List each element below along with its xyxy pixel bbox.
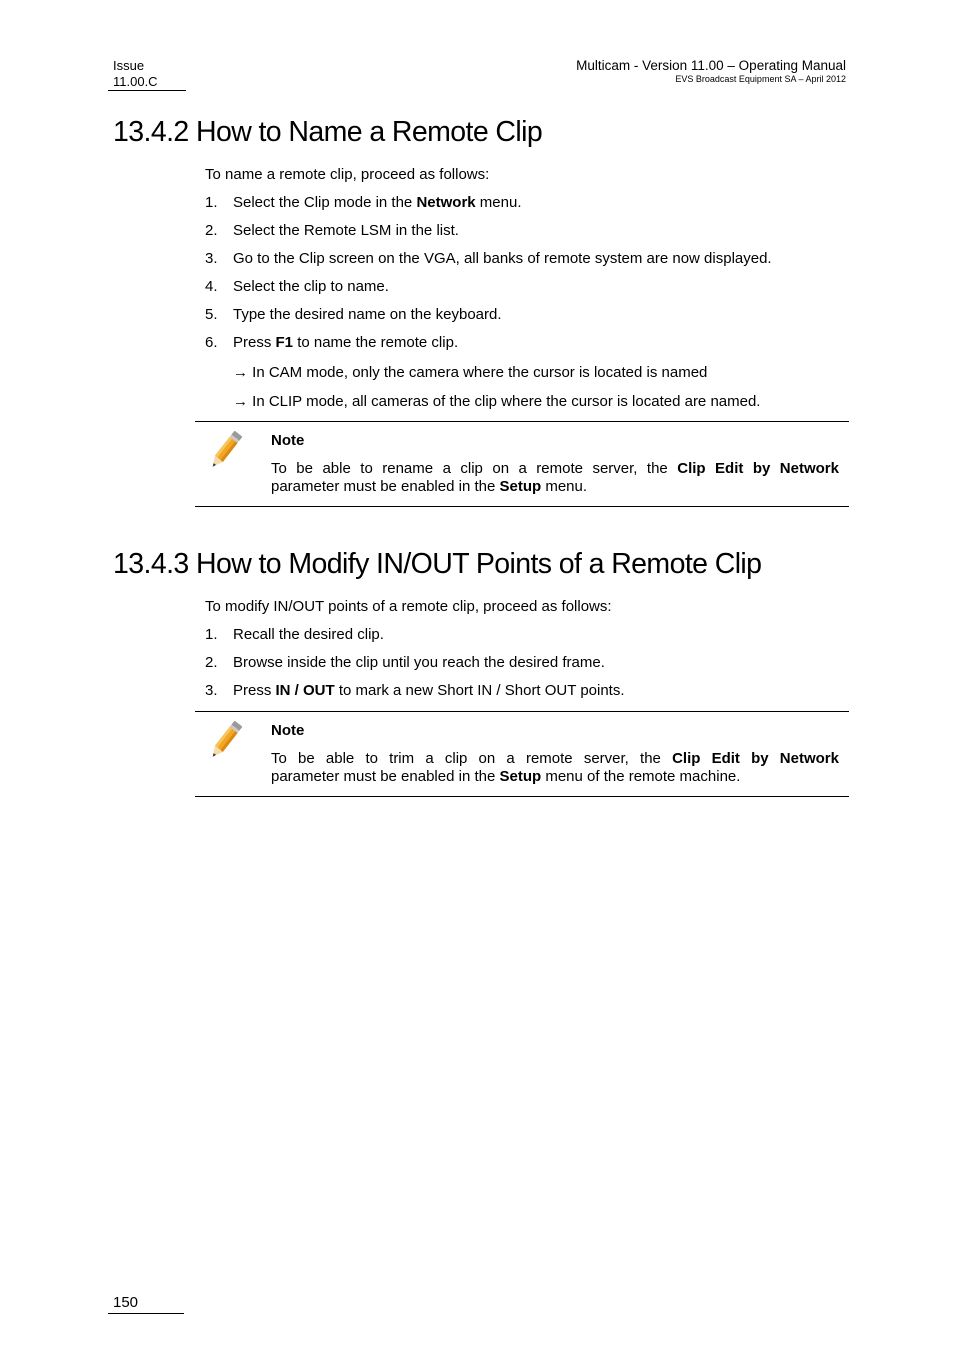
- pencil-icon: [205, 721, 245, 761]
- pencil-icon: [205, 431, 245, 471]
- note-box: [195, 711, 849, 797]
- issue-label: Issue: [113, 58, 145, 73]
- list-item: 2. Select the Remote LSM in the list.: [205, 222, 459, 239]
- note-title: Note: [271, 722, 305, 739]
- note-text: To be able to rename a clip on a remote server, the Clip Edit by Network parameter must be enabled in the Setup menu.: [271, 460, 839, 495]
- note-box: [195, 421, 849, 507]
- section-title-modify-in-out: 13.4.3 How to Modify IN/OUT Points of a Remote Clip: [113, 548, 762, 580]
- list-item: 1. Select the Clip mode in the Network menu.: [205, 194, 522, 211]
- list-item: 2. Browse inside the clip until you reach the desired frame.: [205, 654, 605, 671]
- section2-intro: To modify IN/OUT points of a remote clip, proceed as follows:: [205, 598, 612, 615]
- list-item: 4. Select the clip to name.: [205, 278, 389, 295]
- result-cam-mode: → In CAM mode, only the camera where the cursor is located is named: [233, 364, 708, 381]
- result-clip-mode: → In CLIP mode, all cameras of the clip where the cursor is located are named.: [233, 393, 761, 410]
- list-item: 3. Press IN / OUT to mark a new Short IN / Short OUT points.: [205, 682, 625, 699]
- list-item: 1. Recall the desired clip.: [205, 626, 384, 643]
- header-issue: [108, 58, 186, 91]
- list-item: 5. Type the desired name on the keyboard.: [205, 306, 502, 323]
- list-item: 6. Press F1 to name the remote clip.: [205, 334, 459, 351]
- publisher: EVS Broadcast Equipment SA – April 2012: [675, 74, 846, 84]
- manual-title: Multicam - Version 11.00 – Operating Manual: [576, 58, 846, 73]
- page-number: 150: [108, 1294, 184, 1314]
- note-title: Note: [271, 432, 305, 449]
- section-title-name-remote-clip: 13.4.2 How to Name a Remote Clip: [113, 116, 543, 148]
- footer: [108, 1294, 184, 1314]
- list-item: 3. Go to the Clip screen on the VGA, all banks of remote system are now displayed.: [205, 250, 772, 267]
- header-manual: [576, 58, 846, 85]
- issue-number: 11.00.C: [108, 74, 186, 91]
- note-text: To be able to trim a clip on a remote server, the Clip Edit by Network parameter must be enabled in the Setup menu of the remote machine.: [271, 750, 839, 785]
- section1-intro: To name a remote clip, proceed as follows:: [205, 166, 490, 183]
